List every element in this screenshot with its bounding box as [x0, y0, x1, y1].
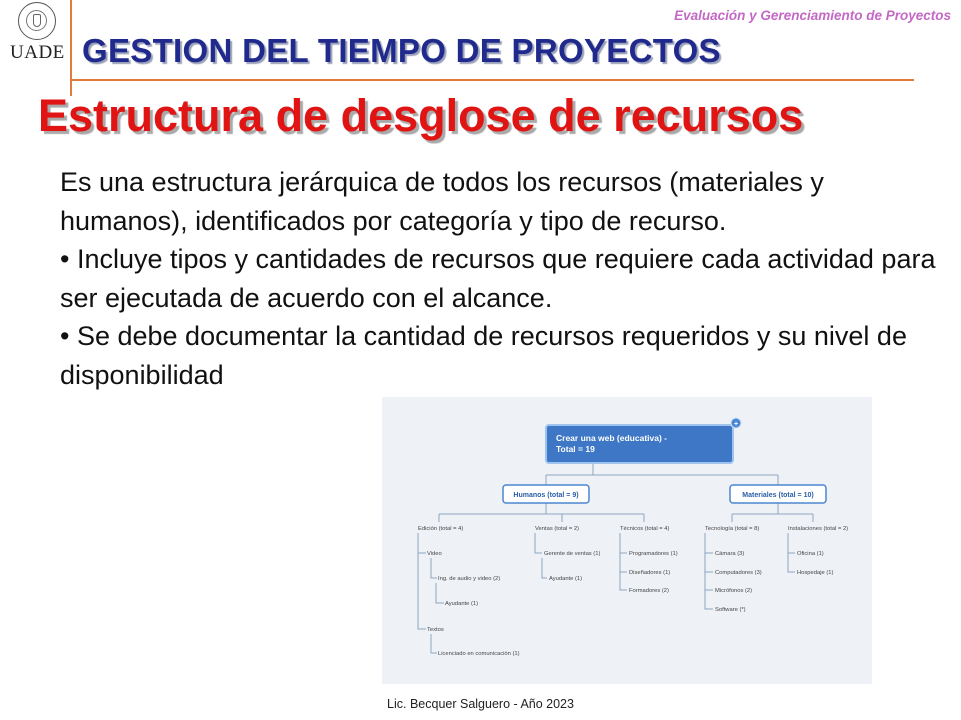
root-label-line1: Crear una web (educativa) -: [556, 433, 668, 443]
tecnicos-label: Técnicos (total = 4): [620, 526, 670, 532]
camara-label: Cámara (3): [715, 551, 745, 557]
course-subject: Evaluación y Gerenciamiento de Proyectos: [674, 8, 951, 23]
textos-label: Textos: [427, 627, 444, 633]
university-seal-icon: [18, 2, 56, 40]
paragraph-definition: Es una estructura jerárquica de todos los recursos (materiales y humanos), identificados por categoría y tipo de recurso.: [60, 167, 824, 236]
bullet-documentar: • Se debe documentar la cantidad de recursos requeridos y su nivel de disponibilidad: [60, 321, 907, 390]
logo-text: UADE: [10, 42, 65, 63]
instalaciones-label: Instalaciones (total = 2): [788, 526, 849, 532]
ayudante-ventas-label: Ayudante (1): [549, 576, 583, 582]
ing-audio-label: Ing. de audio y video (2): [438, 576, 501, 582]
header-horizontal-rule: [70, 79, 914, 81]
materiales-label: Materiales (total = 10): [742, 492, 814, 499]
disenadores-label: Diseñadores (1): [629, 570, 671, 576]
licenciado-label: Licenciado en comunicación (1): [438, 651, 520, 657]
video-label: Video: [427, 551, 442, 557]
programadores-label: Programadores (1): [629, 551, 678, 557]
ayudante-video-label: Ayudante (1): [445, 601, 479, 607]
tecnologia-label: Tecnología (total = 8): [705, 526, 760, 532]
expand-badge-text: +: [733, 421, 739, 428]
header-vertical-rule: [70, 0, 72, 96]
software-label: Software (*): [715, 607, 746, 613]
formadores-label: Formadores (2): [629, 588, 669, 594]
root-label-line2: Total = 19: [556, 444, 595, 454]
slide-body: [60, 163, 950, 394]
main-title: GESTION DEL TIEMPO DE PROYECTOS: [82, 32, 721, 69]
resource-breakdown-diagram: [382, 397, 872, 684]
uade-logo: [8, 2, 70, 74]
humanos-label: Humanos (total = 9): [513, 492, 579, 499]
edicion-label: Edición (total = 4): [418, 526, 464, 532]
footer-credit: Lic. Becquer Salguero - Año 2023: [387, 697, 574, 711]
computadores-label: Computadores (3): [715, 570, 762, 576]
bullet-tipos: • Incluye tipos y cantidades de recursos que requiere cada actividad para ser ejecutada de acuerdo con el alcance.: [60, 244, 936, 313]
gerente-label: Gerente de ventas (1): [544, 551, 601, 557]
slide-title: Estructura de desglose de recursos: [38, 90, 804, 141]
ventas-label: Ventas (total = 2): [535, 526, 579, 532]
microfonos-label: Micrófonos (2): [715, 588, 753, 594]
oficina-label: Oficina (1): [797, 551, 824, 557]
hospedaje-label: Hospedaje (1): [797, 570, 834, 576]
